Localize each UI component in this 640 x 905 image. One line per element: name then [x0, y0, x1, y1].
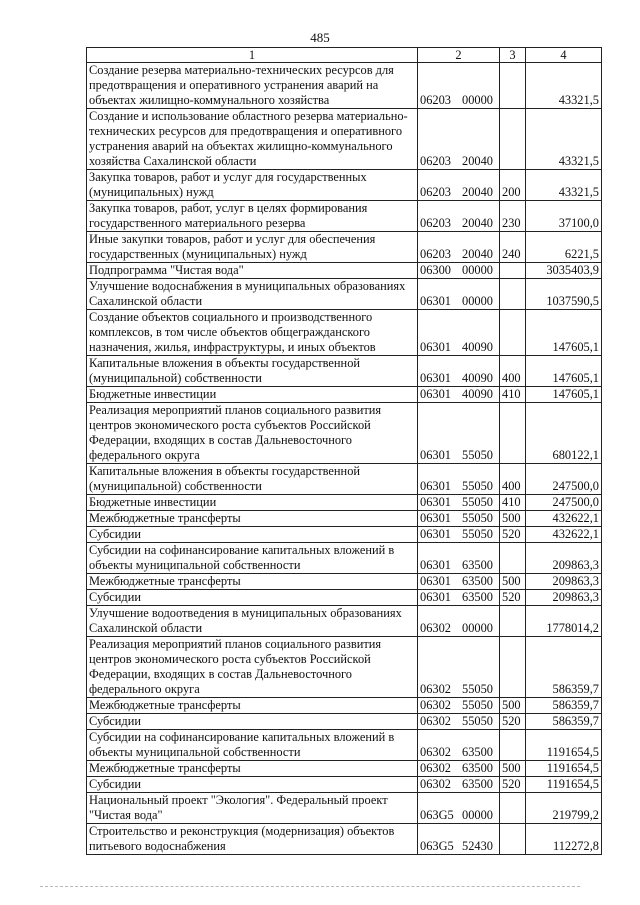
row-expense-type: 410 — [500, 387, 526, 403]
table-row — [87, 387, 602, 403]
program-code: 06301 — [420, 558, 451, 572]
table-row — [87, 590, 602, 606]
direction-code: 00000 — [462, 263, 493, 277]
row-name: Межбюджетные трансферты — [87, 574, 418, 590]
direction-code: 00000 — [462, 294, 493, 308]
row-name: Капитальные вложения в объекты государственной (муниципальной) собственности — [87, 356, 418, 387]
program-code: 06301 — [420, 527, 451, 541]
row-target-code — [418, 495, 500, 511]
table-row — [87, 201, 602, 232]
row-amount: 209863,3 — [526, 574, 602, 590]
row-name: Закупка товаров, работ, услуг в целях формирования государственного материального резерва — [87, 201, 418, 232]
row-name: Бюджетные инвестиции — [87, 495, 418, 511]
direction-code: 55050 — [462, 698, 493, 712]
direction-code: 55050 — [462, 479, 493, 493]
row-name: Реализация мероприятий планов социального развития центров экономического роста субъектов Российской Федерации, входящих в состав Дальневосточного федерального округа — [87, 637, 418, 698]
program-code: 06301 — [420, 387, 451, 401]
table-row — [87, 263, 602, 279]
row-target-code — [418, 606, 500, 637]
direction-code: 40090 — [462, 387, 493, 401]
row-amount: 1191654,5 — [526, 730, 602, 761]
row-target-code — [418, 761, 500, 777]
row-name: Субсидии на софинансирование капитальных вложений в объекты муниципальной собственности — [87, 730, 418, 761]
row-name: Межбюджетные трансферты — [87, 698, 418, 714]
table-row — [87, 606, 602, 637]
direction-code: 55050 — [462, 511, 493, 525]
program-code: 06301 — [420, 574, 451, 588]
program-code: 06302 — [420, 761, 451, 775]
row-target-code — [418, 793, 500, 824]
row-amount: 1191654,5 — [526, 777, 602, 793]
program-code: 06300 — [420, 263, 451, 277]
program-code: 063G5 — [420, 839, 454, 853]
row-target-code — [418, 310, 500, 356]
row-expense-type — [500, 637, 526, 698]
header-col-4: 4 — [526, 48, 602, 63]
row-name: Субсидии — [87, 527, 418, 543]
row-amount: 680122,1 — [526, 403, 602, 464]
table-row — [87, 464, 602, 495]
row-name: Создание объектов социального и производственного комплексов, в том числе объектов общегражданского назначения, жилья, инфраструктуры, и иных объектов — [87, 310, 418, 356]
row-target-code — [418, 387, 500, 403]
row-amount: 43321,5 — [526, 170, 602, 201]
row-expense-type: 500 — [500, 698, 526, 714]
program-code: 06301 — [420, 495, 451, 509]
row-target-code — [418, 464, 500, 495]
direction-code: 63500 — [462, 745, 493, 759]
table-row — [87, 793, 602, 824]
table-row — [87, 232, 602, 263]
direction-code: 00000 — [462, 93, 493, 107]
direction-code: 00000 — [462, 808, 493, 822]
row-expense-type: 520 — [500, 777, 526, 793]
row-expense-type — [500, 263, 526, 279]
program-code: 06203 — [420, 185, 451, 199]
row-name: Субсидии — [87, 777, 418, 793]
direction-code: 00000 — [462, 621, 493, 635]
row-amount: 586359,7 — [526, 698, 602, 714]
table-row — [87, 63, 602, 109]
direction-code: 63500 — [462, 558, 493, 572]
row-name: Иные закупки товаров, работ и услуг для обеспечения государственных (муниципальных) нужд — [87, 232, 418, 263]
row-expense-type — [500, 730, 526, 761]
program-code: 063G5 — [420, 808, 454, 822]
program-code: 06302 — [420, 745, 451, 759]
row-amount: 6221,5 — [526, 232, 602, 263]
table-row — [87, 761, 602, 777]
row-amount: 219799,2 — [526, 793, 602, 824]
direction-code: 55050 — [462, 714, 493, 728]
row-expense-type: 230 — [500, 201, 526, 232]
table-row — [87, 698, 602, 714]
budget-table-body — [87, 48, 602, 855]
row-amount: 586359,7 — [526, 637, 602, 698]
row-expense-type: 520 — [500, 527, 526, 543]
row-target-code — [418, 403, 500, 464]
row-target-code — [418, 263, 500, 279]
table-row — [87, 279, 602, 310]
row-amount: 147605,1 — [526, 356, 602, 387]
row-name: Создание и использование областного резерва материально-технических ресурсов для предотвращения и оперативного устранения аварий на объектах жилищно-коммунального хозяйства Сахалинской области — [87, 109, 418, 170]
row-expense-type: 500 — [500, 511, 526, 527]
program-code: 06203 — [420, 93, 451, 107]
row-target-code — [418, 824, 500, 855]
row-name: Закупка товаров, работ и услуг для государственных (муниципальных) нужд — [87, 170, 418, 201]
row-name: Создание резерва материально-технических ресурсов для предотвращения и оперативного устранения аварий на объектах жилищно-коммунального хозяйства — [87, 63, 418, 109]
row-name: Подпрограмма "Чистая вода" — [87, 263, 418, 279]
program-code: 06302 — [420, 682, 451, 696]
row-amount: 112272,8 — [526, 824, 602, 855]
row-expense-type: 200 — [500, 170, 526, 201]
page-footer-rule — [40, 886, 580, 887]
row-target-code — [418, 201, 500, 232]
direction-code: 40090 — [462, 340, 493, 354]
direction-code: 55050 — [462, 682, 493, 696]
row-expense-type: 500 — [500, 761, 526, 777]
table-row — [87, 170, 602, 201]
table-row — [87, 824, 602, 855]
row-name: Улучшение водоотведения в муниципальных образованиях Сахалинской области — [87, 606, 418, 637]
row-name: Национальный проект "Экология". Федеральный проект "Чистая вода" — [87, 793, 418, 824]
header-col-2: 2 — [418, 48, 500, 63]
direction-code: 55050 — [462, 448, 493, 462]
direction-code: 20040 — [462, 247, 493, 261]
row-amount: 43321,5 — [526, 109, 602, 170]
direction-code: 20040 — [462, 154, 493, 168]
row-target-code — [418, 170, 500, 201]
header-row — [87, 48, 602, 63]
table-row — [87, 527, 602, 543]
direction-code: 63500 — [462, 761, 493, 775]
direction-code: 63500 — [462, 777, 493, 791]
row-name: Субсидии на софинансирование капитальных вложений в объекты муниципальной собственности — [87, 543, 418, 574]
table-row — [87, 356, 602, 387]
table-row — [87, 637, 602, 698]
table-row — [87, 109, 602, 170]
row-target-code — [418, 777, 500, 793]
row-expense-type: 400 — [500, 356, 526, 387]
direction-code: 20040 — [462, 185, 493, 199]
row-amount: 147605,1 — [526, 310, 602, 356]
row-amount: 1037590,5 — [526, 279, 602, 310]
row-expense-type — [500, 403, 526, 464]
table-row — [87, 714, 602, 730]
row-expense-type: 500 — [500, 574, 526, 590]
program-code: 06302 — [420, 698, 451, 712]
row-target-code — [418, 279, 500, 310]
row-target-code — [418, 232, 500, 263]
table-row — [87, 730, 602, 761]
direction-code: 55050 — [462, 527, 493, 541]
direction-code: 20040 — [462, 216, 493, 230]
row-amount: 1191654,5 — [526, 761, 602, 777]
row-target-code — [418, 574, 500, 590]
row-amount: 209863,3 — [526, 590, 602, 606]
row-amount: 37100,0 — [526, 201, 602, 232]
row-amount: 1778014,2 — [526, 606, 602, 637]
row-expense-type — [500, 279, 526, 310]
row-expense-type — [500, 109, 526, 170]
row-amount: 43321,5 — [526, 63, 602, 109]
table-row — [87, 574, 602, 590]
row-target-code — [418, 356, 500, 387]
row-name: Бюджетные инвестиции — [87, 387, 418, 403]
row-target-code — [418, 730, 500, 761]
row-target-code — [418, 511, 500, 527]
direction-code: 55050 — [462, 495, 493, 509]
program-code: 06203 — [420, 216, 451, 230]
direction-code: 63500 — [462, 590, 493, 604]
direction-code: 52430 — [462, 839, 493, 853]
program-code: 06301 — [420, 371, 451, 385]
row-amount: 432622,1 — [526, 511, 602, 527]
table-row — [87, 511, 602, 527]
row-expense-type: 520 — [500, 714, 526, 730]
row-amount: 432622,1 — [526, 527, 602, 543]
row-target-code — [418, 543, 500, 574]
row-name: Капитальные вложения в объекты государственной (муниципальной) собственности — [87, 464, 418, 495]
program-code: 06301 — [420, 340, 451, 354]
program-code: 06203 — [420, 247, 451, 261]
direction-code: 63500 — [462, 574, 493, 588]
program-code: 06302 — [420, 777, 451, 791]
row-expense-type — [500, 824, 526, 855]
row-target-code — [418, 527, 500, 543]
program-code: 06302 — [420, 621, 451, 635]
row-expense-type: 240 — [500, 232, 526, 263]
row-expense-type: 400 — [500, 464, 526, 495]
row-name: Субсидии — [87, 590, 418, 606]
row-target-code — [418, 698, 500, 714]
row-amount: 247500,0 — [526, 464, 602, 495]
program-code: 06301 — [420, 448, 451, 462]
row-expense-type: 410 — [500, 495, 526, 511]
row-name: Улучшение водоснабжения в муниципальных образованиях Сахалинской области — [87, 279, 418, 310]
row-expense-type — [500, 606, 526, 637]
table-row — [87, 495, 602, 511]
row-expense-type — [500, 543, 526, 574]
row-target-code — [418, 637, 500, 698]
row-amount: 209863,3 — [526, 543, 602, 574]
program-code: 06301 — [420, 479, 451, 493]
program-code: 06203 — [420, 154, 451, 168]
row-expense-type: 520 — [500, 590, 526, 606]
row-expense-type — [500, 793, 526, 824]
table-row — [87, 310, 602, 356]
row-expense-type — [500, 310, 526, 356]
row-amount: 3035403,9 — [526, 263, 602, 279]
table-row — [87, 543, 602, 574]
table-row — [87, 777, 602, 793]
row-name: Субсидии — [87, 714, 418, 730]
row-name: Межбюджетные трансферты — [87, 511, 418, 527]
row-amount: 247500,0 — [526, 495, 602, 511]
program-code: 06301 — [420, 294, 451, 308]
page-number: 485 — [310, 30, 330, 45]
row-amount: 586359,7 — [526, 714, 602, 730]
row-target-code — [418, 590, 500, 606]
row-target-code — [418, 714, 500, 730]
row-name: Строительство и реконструкция (модернизация) объектов питьевого водоснабжения — [87, 824, 418, 855]
program-code: 06301 — [420, 511, 451, 525]
row-name: Межбюджетные трансферты — [87, 761, 418, 777]
table-row — [87, 403, 602, 464]
row-target-code — [418, 63, 500, 109]
row-expense-type — [500, 63, 526, 109]
header-col-1: 1 — [87, 48, 418, 63]
budget-table — [86, 47, 602, 855]
direction-code: 40090 — [462, 371, 493, 385]
row-name: Реализация мероприятий планов социального развития центров экономического роста субъектов Российской Федерации, входящих в состав Дальневосточного федерального округа — [87, 403, 418, 464]
header-col-3: 3 — [500, 48, 526, 63]
row-amount: 147605,1 — [526, 387, 602, 403]
program-code: 06301 — [420, 590, 451, 604]
program-code: 06302 — [420, 714, 451, 728]
row-target-code — [418, 109, 500, 170]
